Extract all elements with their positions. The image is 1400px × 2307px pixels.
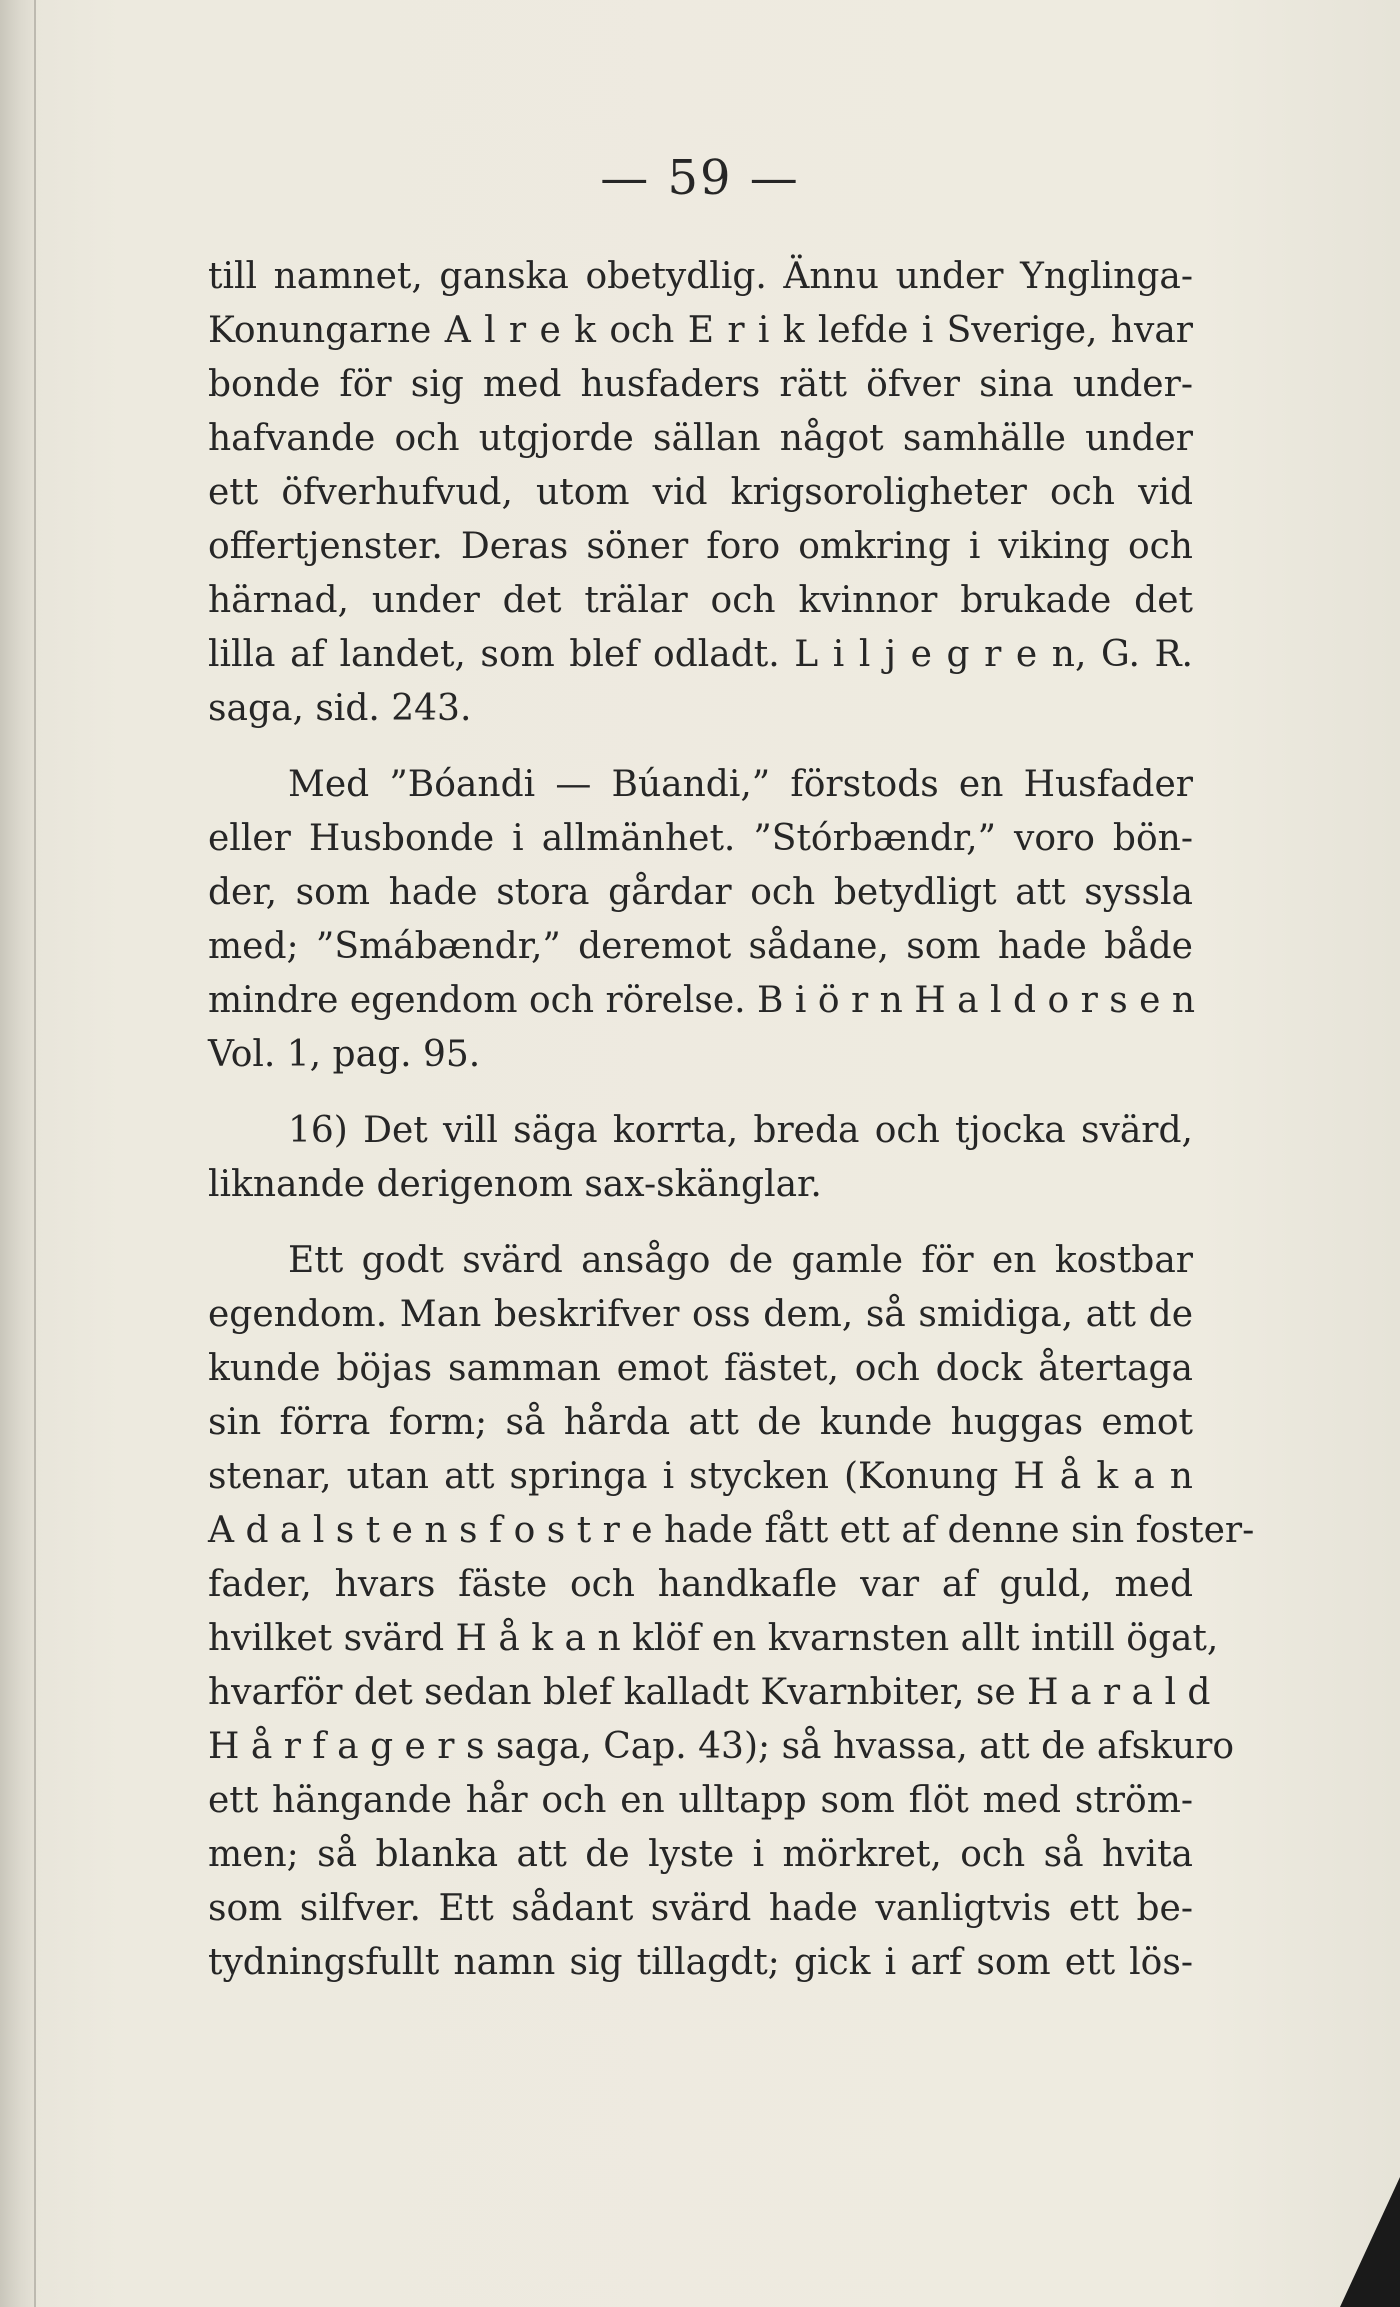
text-line: med; ”Smábændr,” deremot sådane, som hade både — [208, 926, 1193, 967]
text-line: hvarför det sedan blef kalladt Kvarnbiter, se H a r a l d — [208, 1672, 1211, 1713]
text-line: Med ”Bóandi — Búandi,” förstods en Husfader — [288, 764, 1193, 805]
text-line: bonde för sig med husfaders rätt öfver sina under- — [208, 364, 1193, 405]
text-line: Konungarne A l r e k och E r i k lefde i Sverige, hvar — [208, 310, 1193, 351]
text-line: fader, hvars fäste och handkafle var af guld, med — [208, 1564, 1193, 1605]
text-line: saga, sid. 243. — [208, 688, 472, 729]
text-line: eller Husbonde i allmänhet. ”Stórbændr,” voro bön- — [208, 818, 1193, 859]
text-line: liknande derigenom sax-skänglar. — [208, 1164, 822, 1205]
text-line: 16) Det vill säga korrta, breda och tjocka svärd, — [288, 1110, 1193, 1151]
text-line: sin förra form; så hårda att de kunde huggas emot — [208, 1402, 1193, 1443]
binding-gutter — [0, 0, 36, 2307]
text-line: kunde böjas samman emot fästet, och dock återtaga — [208, 1348, 1193, 1389]
text-line: hafvande och utgjorde sällan något samhälle under — [208, 418, 1193, 459]
text-line: Vol. 1, pag. 95. — [208, 1034, 481, 1075]
text-line: A d a l s t e n s f o s t r e hade fått ett af denne sin foster- — [208, 1510, 1255, 1551]
text-line: hvilket svärd H å k a n klöf en kvarnsten allt intill ögat, — [208, 1618, 1219, 1659]
text-line: der, som hade stora gårdar och betydligt att syssla — [208, 872, 1193, 913]
text-line: tydningsfullt namn sig tillagdt; gick i arf som ett lös- — [208, 1942, 1193, 1983]
text-line: stenar, utan att springa i stycken (Konung H å k a n — [208, 1456, 1193, 1497]
paragraph — [208, 1234, 1255, 1990]
text-line: lilla af landet, som blef odladt. L i l j e g r e n, G. R. — [208, 634, 1193, 675]
paragraph — [208, 1104, 1193, 1212]
text-line: Ett godt svärd ansågo de gamle för en kostbar — [288, 1240, 1193, 1281]
paragraph — [208, 758, 1196, 1082]
text-line: som silfver. Ett sådant svärd hade vanligtvis ett be- — [208, 1888, 1193, 1929]
text-line: ett hängande hår och en ulltapp som flöt med ström- — [208, 1780, 1193, 1821]
text-line: offertjenster. Deras söner foro omkring i viking och — [208, 526, 1193, 567]
text-line: mindre egendom och rörelse. B i ö r n H a l d o r s e n — [208, 980, 1196, 1021]
text-line: men; så blanka att de lyste i mörkret, och så hvita — [208, 1834, 1193, 1875]
text-line: H å r f a g e r s saga, Cap. 43); så hvassa, att de afskuro — [208, 1726, 1235, 1767]
text-line: till namnet, ganska obetydlig. Ännu under Ynglinga- — [208, 256, 1193, 297]
paragraph — [208, 250, 1193, 736]
text-line: ett öfverhufvud, utom vid krigsoroligheter och vid — [208, 472, 1193, 513]
text-line: egendom. Man beskrifver oss dem, så smidiga, att de — [208, 1294, 1193, 1335]
body-text — [208, 250, 1255, 1990]
text-line: härnad, under det trälar och kvinnor brukade det — [208, 580, 1193, 621]
page-corner-shadow — [1340, 2177, 1400, 2307]
page-number-header: — 59 — — [600, 150, 800, 206]
